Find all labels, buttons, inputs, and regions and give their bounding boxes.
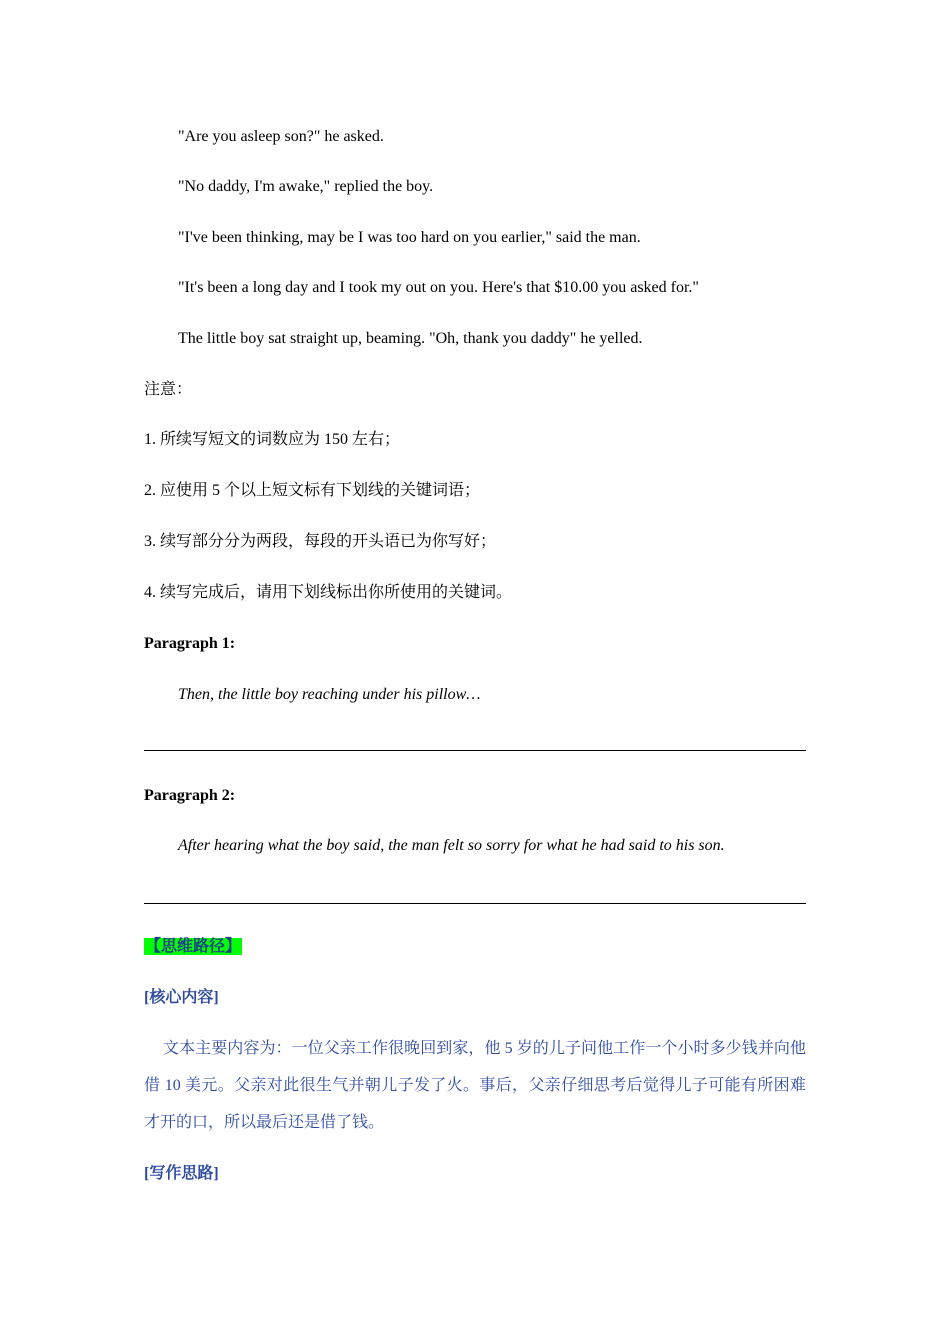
note-item-4: 4. 续写完成后，请用下划线标出你所使用的关键词。 [144, 584, 513, 601]
paragraph2-label: Paragraph 2: [144, 787, 236, 804]
paragraph1-opening: Then, the little boy reaching under his pillow… [178, 686, 481, 703]
note-item-1: 1. 所续写短文的词数应为 150 左右； [144, 431, 401, 448]
paragraph1-label: Paragraph 1: [144, 635, 236, 652]
paragraph2-opening: After hearing what the boy said, the man felt so sorry for what he had said to his son. [178, 837, 725, 854]
notes-heading: 注意： [144, 381, 193, 398]
paragraph2-answer-line [144, 903, 806, 904]
paragraph1-answer-line [144, 750, 806, 751]
analysis-title: 【思维路径】 [145, 938, 242, 955]
story-line-4: "It's been a long day and I took my out on you. Here's that $10.00 you asked for." [178, 279, 699, 296]
analysis-title-wrap [144, 937, 242, 957]
core-content-heading: [核心内容] [144, 989, 219, 1006]
writing-idea-heading: [写作思路] [144, 1165, 219, 1182]
story-line-5: The little boy sat straight up, beaming. "Oh, thank you daddy" he yelled. [178, 330, 643, 347]
note-item-2: 2. 应使用 5 个以上短文标有下划线的关键词语； [144, 482, 481, 499]
story-line-1: "Are you asleep son?" he asked. [178, 128, 384, 145]
story-line-3: "I've been thinking, may be I was too hard on you earlier," said the man. [178, 229, 641, 246]
story-line-2: "No daddy, I'm awake," replied the boy. [178, 178, 434, 195]
core-content-text: 文本主要内容为：一位父亲工作很晚回到家，他 5 岁的儿子问他工作一个小时多少钱并向他借 10 美元。父亲对此很生气并朝儿子发了火。事后，父亲仔细思考后觉得儿子可能有所困难才开的口，所以最后还是借了钱。 [144, 1040, 806, 1131]
note-item-3: 3. 续写部分分为两段，每段的开头语已为你写好； [144, 533, 497, 550]
